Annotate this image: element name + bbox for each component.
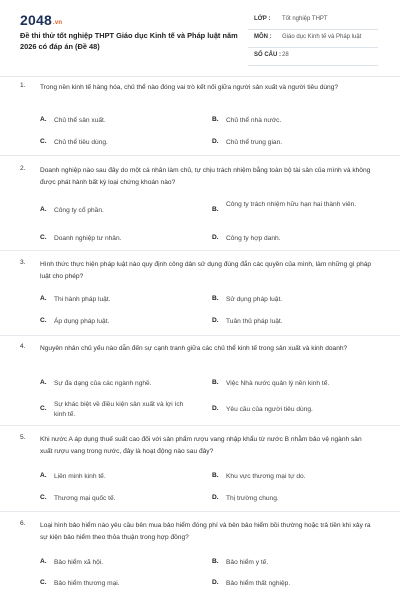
option-text: Yêu cầu của người tiêu dùng. [226, 406, 313, 413]
question-divider [0, 155, 400, 156]
option-text: Chủ thể nhà nước. [226, 117, 282, 124]
option-text: Sự đa dạng của các ngành nghề. [54, 380, 152, 387]
option-text: Bảo hiểm xã hội. [54, 559, 104, 566]
option-letter: A. [40, 379, 47, 386]
question-text: Loại hình bảo hiểm nào yêu cầu bên mua bảo hiểm đóng phí và bên bảo hiểm bồi thường hoặc trả tiền khi xảy ra sự kiện bảo hiểm theo thỏa thuận trong hợp đồng? [40, 522, 371, 541]
option-text: Thị trường chung. [226, 495, 279, 502]
option-letter: A. [40, 116, 47, 123]
option-letter: C. [40, 494, 47, 501]
question-number: 1. [20, 82, 26, 89]
option-letter: B. [212, 116, 219, 123]
option-text: Sử dụng pháp luật. [226, 296, 283, 303]
option-letter: B. [212, 295, 219, 302]
option-text: Áp dụng pháp luật. [54, 318, 110, 325]
option-letter: D. [212, 405, 219, 412]
option-letter: C. [40, 405, 47, 412]
page-header [0, 0, 400, 76]
option-letter: C. [40, 579, 47, 586]
option-text: Công ty cổ phần. [54, 207, 104, 214]
exam-meta-table [248, 12, 378, 66]
option-letter: D. [212, 317, 219, 324]
option-text: Thi hành pháp luật. [54, 296, 111, 303]
question-text: Hình thức thực hiện pháp luật nào quy định công dân sử dụng đúng đắn các quyền của mình, làm những gì pháp luật cho phép? [40, 261, 372, 280]
option-text: Chủ thể tiêu dùng. [54, 139, 108, 146]
header-divider [0, 76, 400, 77]
option-letter: C. [40, 138, 47, 145]
question-divider [0, 425, 400, 426]
logo-text: 2048 [20, 12, 52, 28]
question-number: 4. [20, 343, 26, 350]
option-letter: A. [40, 295, 47, 302]
option-letter: B. [212, 558, 219, 565]
meta-key: SỐ CÂU : [254, 52, 281, 58]
meta-value: Tốt nghiệp THPT [282, 16, 328, 22]
option-text: Bảo hiểm y tế. [226, 559, 269, 566]
option-letter: C. [40, 234, 47, 241]
option-text: Bảo hiểm thất nghiệp. [226, 580, 291, 587]
option-letter: D. [212, 494, 219, 501]
option-text: Doanh nghiệp tư nhân. [54, 235, 122, 242]
meta-key: MÔN : [254, 34, 272, 40]
question-text: Trong nền kinh tế hàng hóa, chủ thể nào đóng vai trò kết nối giữa người sản xuất và người tiêu dùng? [40, 84, 339, 91]
option-letter: C. [40, 317, 47, 324]
option-text: Bảo hiểm thương mại. [54, 580, 120, 587]
exam-title: Đề thi thử tốt nghiệp THPT Giáo dục Kinh tế và Pháp luật năm 2026 có đáp án (Đề 48) [20, 31, 238, 51]
question-number: 6. [20, 520, 26, 527]
option-text: Chủ thể sản xuất. [54, 117, 106, 124]
option-letter: B. [212, 472, 219, 479]
option-letter: A. [40, 472, 47, 479]
option-letter: A. [40, 558, 47, 565]
question-text: Nguyên nhân chủ yếu nào dẫn đến sự cạnh tranh giữa các chủ thể kinh tế trong sản xuất và kinh doanh? [40, 345, 348, 352]
option-letter: A. [40, 206, 47, 213]
option-letter: B. [212, 206, 219, 213]
option-text: Tuân thủ pháp luật. [226, 318, 283, 325]
question-text: Khi nước A áp dụng thuế suất cao đối với sản phẩm rượu vang nhập khẩu từ nước B nhằm bảo vệ ngành sản xuất rượu vang trong nước, đây là hoạt động nào sau đây? [40, 436, 362, 455]
option-text: Công ty trách nhiệm hữu hạn hai thành viên. [226, 201, 357, 208]
option-letter: D. [212, 234, 219, 241]
question-divider [0, 250, 400, 251]
meta-row-subject [248, 30, 378, 48]
meta-row-class [248, 12, 378, 30]
meta-row-question-count [248, 48, 378, 66]
option-text: Thương mại quốc tế. [54, 495, 116, 502]
question-number: 2. [20, 165, 26, 172]
meta-value: 28 [282, 52, 289, 58]
question-divider [0, 335, 400, 336]
question-text: Doanh nghiệp nào sau đây do một cá nhân làm chủ, tự chịu trách nhiệm bằng toàn bộ tài sản của mình và không được phát hành bất kỳ loại chứng khoán nào? [40, 167, 371, 186]
option-text: Việc Nhà nước quản lý nền kinh tế. [226, 380, 330, 387]
option-letter: B. [212, 379, 219, 386]
option-text: Sự khác biệt về điều kiện sản xuất và lợi ích kinh tế. [54, 401, 184, 418]
option-text: Khu vực thương mại tự do. [226, 473, 306, 480]
option-text: Chủ thể trung gian. [226, 139, 283, 146]
question-number: 5. [20, 434, 26, 441]
option-letter: D. [212, 138, 219, 145]
question-number: 3. [20, 259, 26, 266]
question-divider [0, 511, 400, 512]
option-letter: D. [212, 579, 219, 586]
option-text: Công ty hợp danh. [226, 235, 281, 242]
option-text: Liên minh kinh tế. [54, 473, 106, 480]
logo-suffix: .vn [52, 20, 63, 26]
meta-key: LỚP : [254, 16, 271, 22]
site-logo[interactable] [20, 12, 62, 28]
meta-value: Giáo dục Kinh tế và Pháp luật [282, 34, 362, 40]
